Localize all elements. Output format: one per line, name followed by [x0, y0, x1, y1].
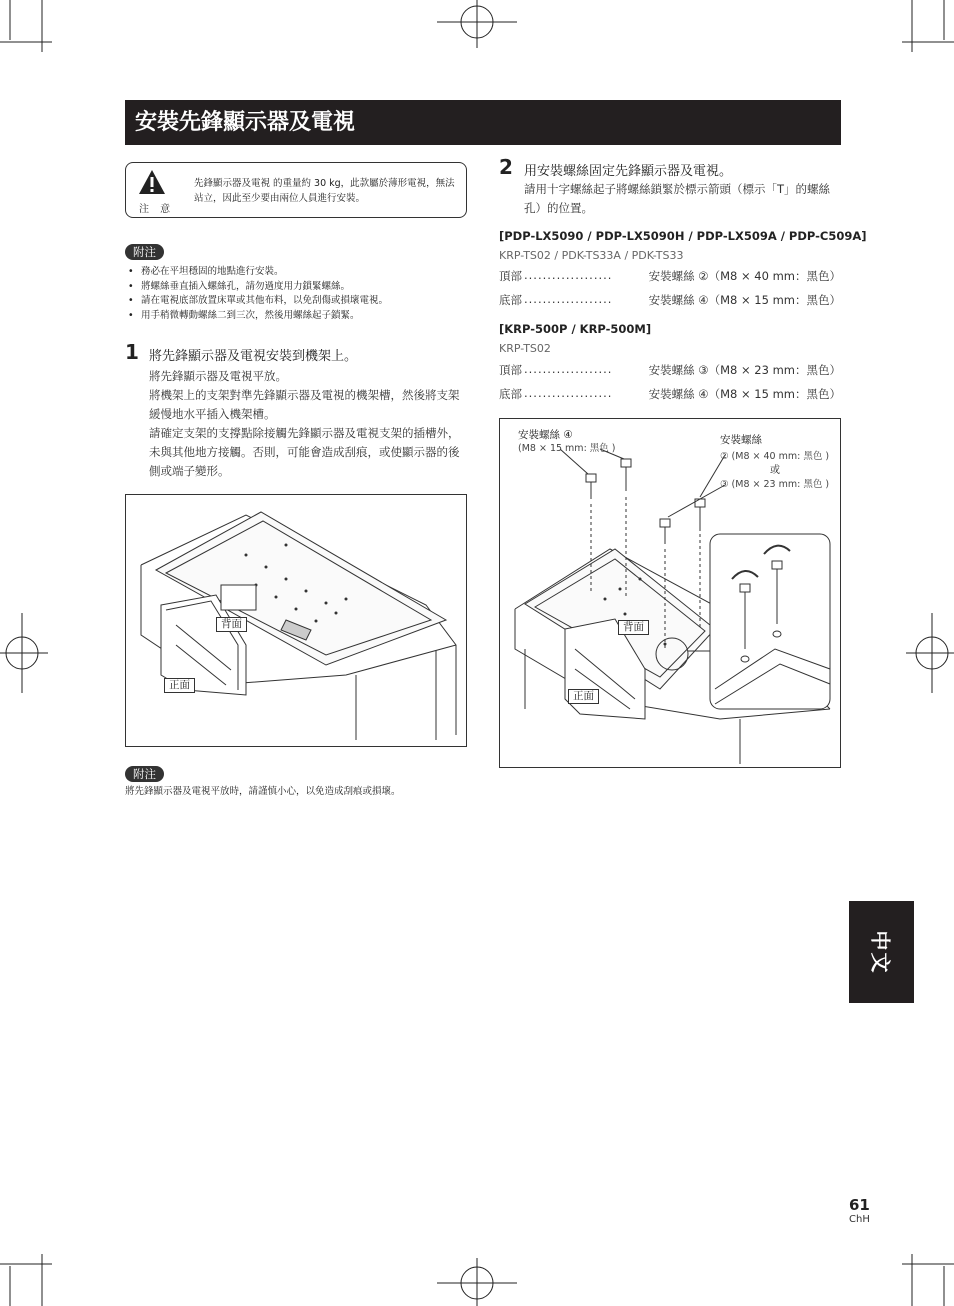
leader-dots: ................... — [524, 292, 613, 306]
figure-step2 — [499, 418, 841, 768]
stand-models-2: KRP-TS02 — [499, 342, 551, 355]
step-heading: 將先鋒顯示器及電視安裝到機架上。 — [149, 349, 358, 364]
step-paragraph: 將機架上的支架對準先鋒顯示器及電視的機架槽，然後將支架緩慢地水平插入機架槽。 — [149, 388, 460, 421]
step-number: 1 — [125, 340, 139, 364]
screw4-title: 安裝螺絲 ④ — [518, 429, 573, 441]
note-badge-2 — [125, 763, 164, 782]
page-number: 61 — [849, 1196, 870, 1214]
page-language-code: ChH — [849, 1214, 870, 1225]
language-tab-label: 中文 — [868, 930, 892, 974]
step-heading: 用安裝螺絲固定先鋒顯示器及電視。 — [524, 164, 733, 179]
screws-title: 安裝螺絲 — [720, 434, 762, 446]
stand-models-1: KRP-TS02 / PDK-TS33A / PDK-TS33 — [499, 249, 684, 262]
list-item: • 將螺絲垂直插入螺絲孔，請勿過度用力鎖緊螺絲。 — [125, 280, 470, 295]
note-text: 將先鋒顯示器及電視平放時，請謹慎小心，以免造成刮痕或損壞。 — [125, 786, 401, 797]
note-badge-label: 附注 — [125, 766, 164, 782]
warning-icon — [138, 169, 166, 195]
screw-row — [499, 292, 841, 308]
language-tab — [849, 901, 914, 1003]
list-item: • 務必在平坦穩固的地點進行安裝。 — [125, 265, 470, 280]
or-text: 或 — [770, 465, 780, 476]
step-number: 2 — [499, 155, 513, 179]
figure-step1 — [125, 494, 467, 747]
screw-spec: 安裝螺絲 ④（M8 × 15 mm：黑色） — [648, 293, 841, 307]
screw-row — [499, 386, 841, 402]
display-on-stand-illustration — [126, 495, 466, 746]
model-list-2: [KRP-500P / KRP-500M] — [499, 322, 652, 336]
screw2-spec: ② (M8 × 40 mm: 黑色 ) — [720, 451, 830, 462]
note-list — [125, 265, 470, 323]
screw-position: 底部 — [499, 387, 522, 401]
list-item: • 請在電視底部放置床單或其他布料，以免刮傷或損壞電視。 — [125, 294, 470, 309]
screw-fixing-illustration — [500, 419, 840, 767]
screw-spec: 安裝螺絲 ③（M8 × 23 mm：黑色） — [648, 363, 841, 377]
step-paragraph: 將先鋒顯示器及電視平放。 — [149, 369, 287, 383]
step-paragraph: 請確定支架的支撐點除接觸先鋒顯示器及電視支架的插槽外，未與其他地方接觸。否則，可能會造成刮痕，或使顯示器的後側或端子變形。 — [149, 426, 460, 478]
label-front: 正面 — [568, 689, 599, 704]
leader-dots: ................... — [524, 386, 613, 400]
screw4-spec: (M8 × 15 mm: 黑色 ) — [518, 443, 616, 454]
screw-row — [499, 268, 841, 284]
label-back: 背面 — [216, 617, 247, 632]
screw-position: 頂部 — [499, 363, 522, 377]
note-badge-label: 附注 — [125, 244, 164, 260]
screw3-spec: ③ (M8 × 23 mm: 黑色 ) — [720, 479, 830, 490]
step-body: 請用十字螺絲起子將螺絲鎖緊於標示箭頭（標示「T」的螺絲孔）的位置。 — [524, 182, 831, 215]
leader-dots: ................... — [524, 362, 613, 376]
screw-position: 頂部 — [499, 269, 522, 283]
leader-dots: ................... — [524, 268, 613, 282]
screw-spec: 安裝螺絲 ④（M8 × 15 mm：黑色） — [648, 387, 841, 401]
model-list-1: [PDP-LX5090 / PDP-LX5090H / PDP-LX509A / PDP-C509A] — [499, 229, 867, 243]
step-body — [149, 367, 467, 481]
label-front: 正面 — [164, 678, 195, 693]
screw-spec: 安裝螺絲 ②（M8 × 40 mm：黑色） — [648, 269, 841, 283]
screw-position: 底部 — [499, 293, 522, 307]
caution-text: 先鋒顯示器及電視 的重量約 30 kg，此款屬於薄形電視，無法站立，因此至少要由兩位人員進行安裝。 — [194, 178, 455, 204]
screw-row — [499, 362, 841, 378]
caution-box — [125, 162, 467, 218]
list-item: • 用手稍微轉動螺絲二到三次，然後用螺絲起子鎖緊。 — [125, 309, 470, 324]
page-title: 安裝先鋒顯示器及電視 — [125, 100, 841, 145]
caution-label: 注 意 — [139, 204, 175, 215]
note-badge — [125, 241, 164, 260]
label-back: 背面 — [618, 620, 649, 635]
